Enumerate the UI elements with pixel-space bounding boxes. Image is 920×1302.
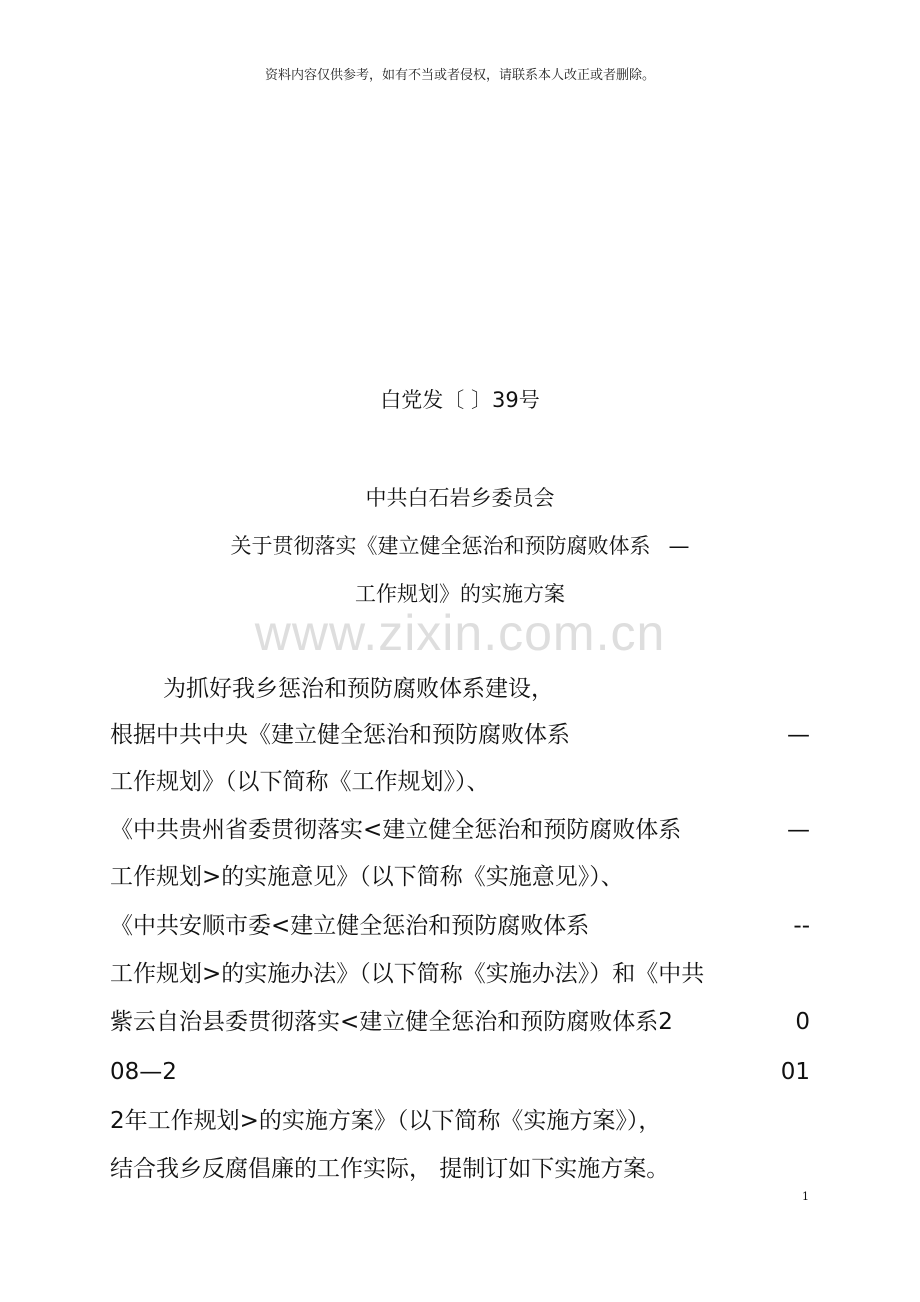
body-line-6-text: 《中共安顺市委<建立健全惩治和预防腐败体系 [110,913,590,939]
body-line-10-text: 2年工作规划>的实施方案》（以下简称《实施方案》）， [110,1108,662,1134]
body-line-11 [110,1152,810,1186]
body-line-5 [110,860,810,894]
body-line-6-dash: -- [793,913,810,939]
body-line-9 [110,1055,810,1089]
body-line-2-dash: — [787,722,810,748]
body-line-2 [110,718,810,752]
body-line-7 [110,957,810,991]
body-line-5-text: 工作规划>的实施意见》（以下简称《实施意见》）、 [110,864,624,890]
document-number: 白党发〔 〕39号 [380,388,540,412]
title-line-2-text: 关于贯彻落实《建立健全惩治和预防腐败体系 [230,534,651,558]
disclaimer-header: 资料内容仅供参考，如有不当或者侵权，请联系本人改正或者删除。 [264,68,655,83]
title-line-2 [0,530,920,560]
body-line-8 [110,1005,810,1039]
body-line-7-text: 工作规划>的实施办法》（以下简称《实施办法》）和《中共 [110,961,705,987]
title-line-2-dash: — [668,534,690,558]
page-number: 1 [802,1190,809,1203]
body-line-6 [110,909,810,943]
title-line-3: 工作规划》的实施方案 [355,582,565,606]
watermark: www.zixin.com.cn [254,605,666,661]
body-line-8-end: 0 [795,1009,810,1035]
body-line-9-text: 08—2 [110,1059,177,1085]
body-line-8-text: 紫云自治县委贯彻落实<建立健全惩治和预防腐败体系2 [110,1009,673,1035]
title-line-1: 中共白石岩乡委员会 [365,486,555,510]
body-line-4 [110,813,810,847]
body-line-2-text: 根据中共中央《建立健全惩治和预防腐败体系 [110,722,570,748]
body-line-1-text: 为抓好我乡惩治和预防腐败体系建设， [163,676,554,702]
body-line-3-text: 工作规划》（以下简称《工作规划》）、 [110,769,490,795]
body-line-10 [110,1104,810,1138]
body-line-4-text: 《中共贵州省委贯彻落实<建立健全惩治和预防腐败体系 [110,817,682,843]
body-line-4-dash: — [787,817,810,843]
body-line-3 [110,765,810,799]
body-line-9-end: 01 [780,1059,810,1085]
body-line-1 [163,672,810,706]
body-line-11-text: 结合我乡反腐倡廉的工作实际， 提制订如下实施方案。 [110,1156,670,1182]
